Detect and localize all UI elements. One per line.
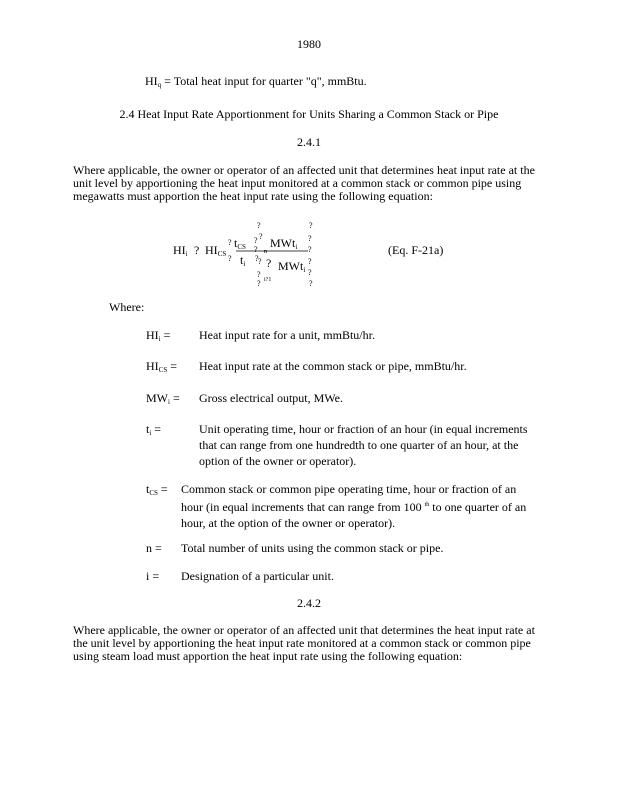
def-term-n: n = — [146, 541, 162, 555]
def-term-t-cs: $t_{CS}$ = — [146, 482, 168, 497]
hiq-sub: q — [157, 81, 162, 89]
def-term-mw-i: $MW_i$ = — [146, 391, 180, 406]
eq-t-i — [240, 253, 245, 268]
eq-q-mark: ? — [308, 268, 312, 277]
eq-label: (Eq. F-21a) — [388, 243, 444, 257]
where-label: Where: — [109, 300, 145, 314]
def-term-hi-i: $HI_i$ = — [146, 328, 171, 343]
paragraph-241: Where applicable, the owner or operator of an affected unit that determines heat input rate at the unit level by apportioning the heat input monitored at a common stack or common pipe using megawatts must apportion the heat input rate using the following equation: — [73, 163, 535, 203]
eq-q-mark: ? — [309, 221, 313, 230]
eq-sum-bottom: i?1 — [264, 277, 272, 283]
eq-q-mark: ? — [254, 236, 258, 245]
eq-q-mark: ? — [258, 257, 262, 266]
eq-t-cs-sub: CS — [237, 243, 246, 251]
eq-mwt-num-sub: i — [295, 243, 298, 251]
eq-q-mark: ? — [257, 279, 261, 288]
eq-q-mark: ? — [254, 245, 258, 254]
eq-mwt-num-term: MWt — [270, 236, 296, 250]
eq-hi-cs-term: HI — [205, 243, 218, 257]
eq-sum-mark: ? — [266, 256, 272, 270]
eq-t-i-sub: i — [243, 260, 246, 268]
eq-lhs-sub: i — [185, 250, 188, 258]
page-number: 1980 — [297, 37, 321, 51]
subsection-241: 2.4.1 — [297, 135, 321, 149]
hiq-definition — [145, 74, 367, 89]
eq-lhs — [173, 243, 188, 258]
eq-t-cs — [234, 236, 246, 251]
eq-mwt-den-sub: i — [303, 266, 306, 274]
eq-lhs-term: HI — [173, 243, 186, 257]
def-text-t-cs: Common stack or common pipe operating time, hour or fraction of an hour (in equal increments that can range from 100 $^{th}$ to one quarter of an hour, at the option of the owner or operator). — [181, 482, 530, 530]
def-text-t-i: Unit operating time, hour or fraction of an hour (in equal increments that can range from one hundredth to one quarter of an hour, at the option of the owner or operator). — [199, 422, 528, 468]
eq-q-mark: ? — [228, 238, 232, 247]
eq-mwt-num — [270, 236, 297, 251]
eq-q-mark: ? — [257, 221, 261, 230]
eq-q-mark: ? — [257, 270, 261, 279]
hiq-text: = Total heat input for quarter "q", mmBtu. — [161, 74, 367, 88]
eq-fraction-bar-1 — [236, 250, 266, 252]
eq-t-cs-term: t — [234, 236, 238, 250]
eq-mwt-den — [278, 259, 305, 274]
def-term-t-i: $t_i$ = — [146, 422, 162, 437]
eq-q-mark: ? — [309, 279, 313, 288]
def-text-hi-i: Heat input rate for a unit, mmBtu/hr. — [199, 328, 375, 342]
section-heading: 2.4 Heat Input Rate Apportionment for Units Sharing a Common Stack or Pipe — [119, 107, 499, 121]
paragraph-242: Where applicable, the owner or operator of an affected unit that determines the heat input rate at the unit level by apportioning the heat input rate monitored at a common stack or common pipe using steam load must apportion the heat input rate using the following equation: — [73, 623, 535, 663]
subsection-242: 2.4.2 — [297, 596, 321, 610]
eq-hi-cs — [205, 243, 226, 258]
eq-fraction-bar-2 — [264, 250, 308, 252]
eq-q-mark: ? — [308, 245, 312, 254]
def-text-n: Total number of units using the common stack or pipe. — [181, 541, 444, 555]
def-text-hi-cs: Heat input rate at the common stack or pipe, mmBtu/hr. — [199, 359, 467, 373]
def-text-mw-i: Gross electrical output, MWe. — [199, 391, 343, 405]
eq-q-mark: ? — [228, 254, 232, 263]
eq-q-mark: ? — [308, 234, 312, 243]
def-term-i: i = — [146, 569, 160, 583]
def-term-hi-cs: $HI_{CS}$ = — [146, 359, 178, 374]
eq-t-i-term: t — [240, 253, 244, 267]
eq-hi-cs-sub: CS — [217, 250, 227, 258]
def-text-i: Designation of a particular unit. — [181, 569, 334, 583]
eq-equals-mark: ? — [194, 243, 200, 257]
hiq-term: HI — [145, 74, 158, 88]
eq-q-mark: ? — [259, 232, 263, 241]
eq-mwt-den-term: MWt — [278, 259, 304, 273]
eq-q-mark: ? — [308, 257, 312, 266]
eq-q-mark: ? — [255, 254, 259, 263]
eq-sum-top: n — [264, 249, 267, 255]
